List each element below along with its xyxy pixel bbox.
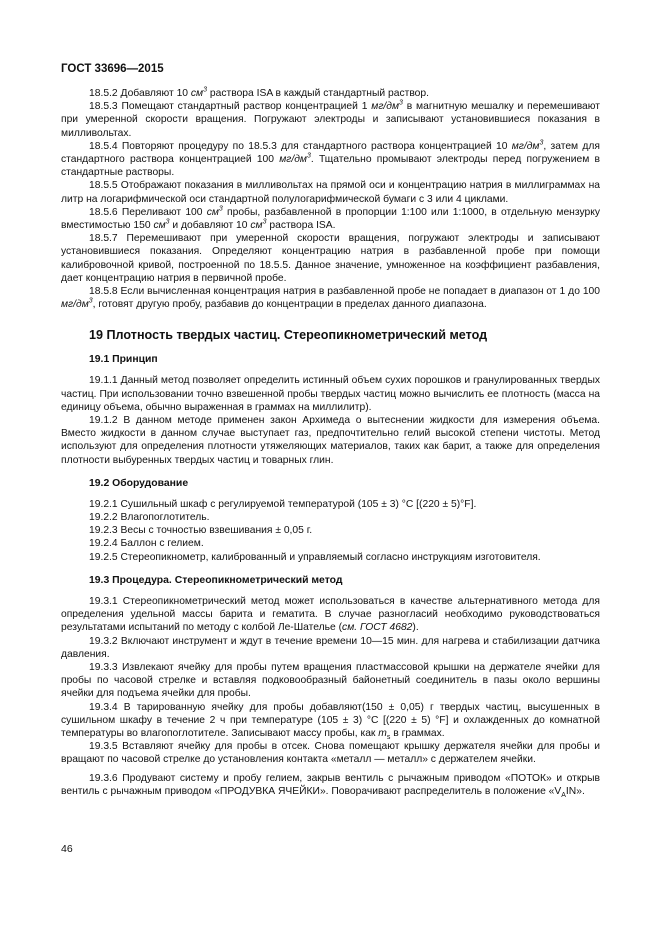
paragraph-19-2-5: 19.2.5 Стереопикнометр, калиброванный и управляемый согласно инструкциям изготовителя. (89, 551, 541, 563)
paragraph-19-3-2: 19.3.2 Включают инструмент и ждут в течение времени 10—15 мин. для нагрева и стабилизации датчика давления. (61, 635, 600, 660)
paragraph-19-3-5: 19.3.5 Вставляют ячейку для пробы в отсек. Снова помещают крышку держателя ячейки для пробы и вращают по часовой стрелке до установления контакта «металл — металл» с держателем ячейки. (61, 741, 600, 766)
paragraph-19-2-3: 19.2.3 Весы с точностью взвешивания ± 0,05 г. (89, 525, 313, 537)
paragraph-19-3-3: 19.3.3 Извлекают ячейку для пробы путем вращения пластмассовой крышки на держателе ячейки для пробы по часовой стрелке и вставляя подковообразный байонетный соединитель в пазы около вершины ячейки для подъема ячейки для пробы. (61, 661, 600, 700)
paragraph-19-2-1: 19.2.1 Сушильный шкаф с регулируемой температурой (105 ± 3) °С [(220 ± 5)°F]. (89, 498, 477, 510)
subsection-heading-19-3: 19.3 Процедура. Стереопикнометрический метод (89, 574, 343, 586)
paragraph-18-5-3: 18.5.3 Помещают стандартный раствор концентрацией 1 $мг/дм^3$ в магнитную мешалку и перемешивают при умеренной скорости вращения. Погружают электроды и записывают установившиеся показания в милливольтах. (61, 99, 600, 139)
paragraph-18-5-7: 18.5.7 Перемешивают при умеренной скорости вращения, погружают электроды и записывают установившиеся показания. Определяют концентрацию натрия в разбавленной пробе при помощи калибровочной кривой, построенной по 18.5.5. Данное значение, умноженное на коэффициент разбавления, дает концентрацию натрия в первичной пробе. (61, 233, 600, 284)
paragraph-18-5-6: 18.5.6 Переливают 100 $см^3$ пробы, разбавленной в пропорции 1:100 или 1:1000, в отдельную мензурку вместимостью 150 $см^3$ и добавляют 10 $см^3$ раствора ISA. (61, 205, 600, 232)
standard-header: ГОСТ 33696—2015 (61, 63, 164, 75)
paragraph-19-3-1: 19.3.1 Стереопикнометрический метод может использоваться в качестве альтернативного метода для определения удельной массы барита и гематита. В случае разногласий необходимо руководствоваться результатами испытаний по методу с колбой Ле-Шателье (см. ГОСТ 4682). (61, 595, 600, 634)
paragraph-19-3-4: 19.3.4 В тарированную ячейку для пробы добавляют(150 ± 0,05) г твердых частиц, высушенных в сушильном шкафу в течение 2 ч при температуре (105 ± 3) °С [(220 ± 5) °F] и охлажденных до комнатной температуры во влагопоглотителе. Записывают массу пробы, как $m_s$ в граммах. (61, 701, 600, 741)
paragraph-18-5-2: 18.5.2 Добавляют 10 $см^3$ раствора ISA в каждый стандартный раствор. (89, 86, 429, 99)
paragraph-19-3-6: 19.3.6 Продувают систему и пробу гелием, закрыв вентиль с рычажным приводом «ПОТОК» и открыв вентиль с рычажным приводом «ПРОДУВКА ЯЧЕЙКИ». Поворачивают распределитель в положение «$V_AIN$». (61, 772, 600, 799)
paragraph-19-2-4: 19.2.4 Баллон с гелием. (89, 538, 204, 550)
page-number: 46 (61, 843, 73, 855)
paragraph-19-2-2: 19.2.2 Влагопоглотитель. (89, 512, 210, 524)
paragraph-19-1-1: 19.1.1 Данный метод позволяет определить истинный объем сухих порошков и гранулированных твердых частиц. При использовании точно взвешенной пробы твердых частиц можно вычислить ее плотность (масса на единицу объема, обычно выраженная в граммах на миллилитр). (61, 375, 600, 413)
section-heading-19: 19 Плотность твердых частиц. Стереопикнометрический метод (89, 328, 488, 343)
paragraph-18-5-8: 18.5.8 Если вычисленная концентрация натрия в разбавленной пробе не попадает в диапазон от 1 до 100 $мг/дм^3$, готовят другую пробу, разбавив до концентрации в пределах данного диапазона. (61, 286, 600, 311)
subsection-heading-19-1: 19.1 Принцип (89, 354, 158, 366)
page-content (61, 87, 600, 798)
paragraph-19-1-2: 19.1.2 В данном методе применен закон Архимеда о вытеснении жидкости для измерения объема. Вместо жидкости в данном случае выступает газ, предпочтительно гелий высокой степени чистоты. Метод используют для определения плотности утяжеляющих материалов, таких как барит, а также для определения плотности выбуренных твердых частиц и товарных глин. (61, 415, 600, 466)
subsection-heading-19-2: 19.2 Оборудование (89, 477, 189, 489)
paragraph-18-5-4: 18.5.4 Повторяют процедуру по 18.5.3 для стандартного раствора концентрацией 10 $мг/дм^3$, затем для стандартного раствора концентрацией 100 $мг/дм^3$. Тщательно промывают электроды перед погружением в стандартные растворы. (61, 139, 600, 179)
paragraph-18-5-5: 18.5.5 Отображают показания в милливольтах на прямой оси и концентрацию натрия в миллиграммах на литр на логарифмической оси стандартной полулогарифмической бумаги с 3 или 4 циклами. (61, 180, 600, 205)
